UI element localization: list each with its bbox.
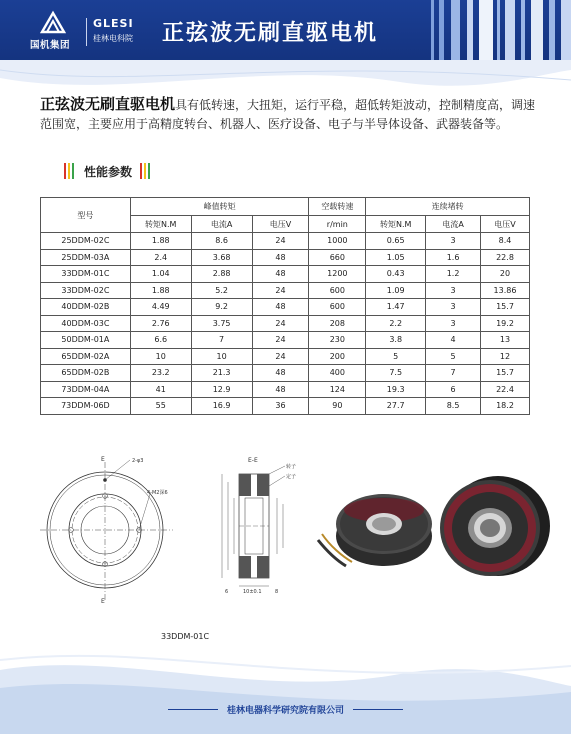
value-cell: 24	[252, 332, 309, 349]
value-cell: 230	[309, 332, 366, 349]
dim-bottom-3: 8	[275, 589, 279, 595]
value-cell: 18.2	[481, 398, 530, 415]
table-row	[41, 381, 530, 398]
value-cell: 2.2	[366, 315, 426, 332]
value-cell: 8.6	[191, 233, 252, 250]
value-cell: 3.68	[191, 249, 252, 266]
value-cell: 48	[252, 266, 309, 283]
table-row	[41, 233, 530, 250]
value-cell: 24	[252, 315, 309, 332]
model-cell: 25DDM-03A	[41, 249, 131, 266]
value-cell: 2.88	[191, 266, 252, 283]
page-title: 正弦波无刷直驱电机	[162, 21, 379, 46]
value-cell: 1.2	[426, 266, 481, 283]
value-cell: 8.4	[481, 233, 530, 250]
section-label: 性能参数	[84, 165, 133, 179]
value-cell: 1.04	[130, 266, 191, 283]
header-stripes	[431, 0, 571, 62]
front-dim-thread: 4-M2深6	[147, 490, 168, 496]
section-view-label: E-E	[248, 457, 258, 464]
value-cell: 2.76	[130, 315, 191, 332]
value-cell: 600	[309, 282, 366, 299]
header-divider	[86, 18, 87, 46]
value-cell: 20	[481, 266, 530, 283]
value-cell: 23.2	[130, 365, 191, 382]
value-cell: 3	[426, 315, 481, 332]
value-cell: 124	[309, 381, 366, 398]
subheader-cell: 转矩N.M	[366, 216, 426, 233]
logo-mark-icon	[40, 10, 66, 34]
value-cell: 13.86	[481, 282, 530, 299]
value-cell: 9.2	[191, 299, 252, 316]
value-cell: 21.3	[191, 365, 252, 382]
value-cell: 6.6	[130, 332, 191, 349]
value-cell: 27.7	[366, 398, 426, 415]
table-row	[41, 266, 530, 283]
model-cell: 40DDM-02B	[41, 299, 131, 316]
value-cell: 1.6	[426, 249, 481, 266]
header-group-stall: 连续堵转	[366, 198, 530, 216]
rotor-label: 转子	[286, 464, 297, 470]
value-cell: 41	[130, 381, 191, 398]
value-cell: 1.88	[130, 282, 191, 299]
table-row	[41, 398, 530, 415]
page-header	[0, 0, 571, 62]
header-group-noload: 空载转速	[309, 198, 366, 216]
value-cell: 600	[309, 299, 366, 316]
brand-english: GLESI	[93, 17, 134, 30]
model-cell: 65DDM-02A	[41, 348, 131, 365]
intro-bold-lead: 正弦波无刷直驱电机	[40, 95, 176, 113]
section-bars-left-icon	[64, 163, 78, 179]
value-cell: 5	[366, 348, 426, 365]
table-row	[41, 249, 530, 266]
value-cell: 15.7	[481, 365, 530, 382]
value-cell: 4.49	[130, 299, 191, 316]
model-cell: 65DDM-02B	[41, 365, 131, 382]
brand-chinese: 桂林电科院	[93, 34, 133, 43]
table-row	[41, 315, 530, 332]
value-cell: 10	[191, 348, 252, 365]
stator-label: 定子	[286, 474, 297, 480]
intro-text: 具有低转速，大扭矩，运行平稳，超低转矩波动，控制精度高，调速范围宽，主要应用于高精度转台、机器人、医疗设备、电子与半导体设备、武器装备等。	[40, 98, 536, 131]
subheader-cell: 电压V	[252, 216, 309, 233]
model-cell: 40DDM-03C	[41, 315, 131, 332]
value-cell: 24	[252, 282, 309, 299]
value-cell: 1.88	[130, 233, 191, 250]
value-cell: 7	[191, 332, 252, 349]
value-cell: 19.3	[366, 381, 426, 398]
footer-wave-decoration	[0, 630, 571, 734]
value-cell: 3	[426, 233, 481, 250]
value-cell: 24	[252, 348, 309, 365]
front-dim-hole: 2-φ3	[132, 458, 144, 464]
value-cell: 12	[481, 348, 530, 365]
table-row	[41, 332, 530, 349]
value-cell: 36	[252, 398, 309, 415]
value-cell: 13	[481, 332, 530, 349]
value-cell: 7	[426, 365, 481, 382]
value-cell: 4	[426, 332, 481, 349]
model-cell: 73DDM-06D	[41, 398, 131, 415]
value-cell: 24	[252, 233, 309, 250]
value-cell: 208	[309, 315, 366, 332]
spec-table	[40, 197, 530, 415]
model-cell: 25DDM-02C	[41, 233, 131, 250]
value-cell: 1.05	[366, 249, 426, 266]
front-label-e-top: E	[101, 456, 105, 463]
value-cell: 15.7	[481, 299, 530, 316]
value-cell: 3	[426, 282, 481, 299]
intro-paragraph	[40, 95, 540, 134]
value-cell: 200	[309, 348, 366, 365]
front-view-drawing	[35, 452, 195, 604]
logo-text: 国机集团	[30, 40, 71, 51]
value-cell: 1.47	[366, 299, 426, 316]
value-cell: 12.9	[191, 381, 252, 398]
value-cell: 8.5	[426, 398, 481, 415]
value-cell: 0.65	[366, 233, 426, 250]
spec-table-body	[41, 233, 530, 415]
value-cell: 3.8	[366, 332, 426, 349]
value-cell: 5	[426, 348, 481, 365]
table-row	[41, 299, 530, 316]
company-logo	[30, 10, 78, 54]
subheader-cell: 电压V	[481, 216, 530, 233]
value-cell: 3.75	[191, 315, 252, 332]
subheader-cell: r/min	[309, 216, 366, 233]
subheader-cell: 转矩N.M	[130, 216, 191, 233]
model-cell: 33DDM-01C	[41, 266, 131, 283]
value-cell: 19.2	[481, 315, 530, 332]
value-cell: 1.09	[366, 282, 426, 299]
subheader-cell: 电流A	[426, 216, 481, 233]
value-cell: 48	[252, 365, 309, 382]
value-cell: 22.8	[481, 249, 530, 266]
motor-photo-left	[316, 480, 434, 580]
value-cell: 90	[309, 398, 366, 415]
value-cell: 660	[309, 249, 366, 266]
drawing-caption: 33DDM-01C	[161, 632, 210, 641]
table-row	[41, 348, 530, 365]
model-cell: 33DDM-02C	[41, 282, 131, 299]
value-cell: 55	[130, 398, 191, 415]
header-model: 型号	[41, 198, 131, 233]
dim-bottom-2: 10±0.1	[243, 589, 262, 595]
footer-company-name: 桂林电器科学研究院有限公司	[226, 706, 344, 716]
value-cell: 3	[426, 299, 481, 316]
value-cell: 48	[252, 249, 309, 266]
value-cell: 16.9	[191, 398, 252, 415]
table-row	[41, 365, 530, 382]
value-cell: 48	[252, 381, 309, 398]
front-label-e-bottom: E	[101, 598, 105, 604]
model-cell: 50DDM-01A	[41, 332, 131, 349]
table-row	[41, 282, 530, 299]
model-cell: 73DDM-04A	[41, 381, 131, 398]
value-cell: 1200	[309, 266, 366, 283]
motor-photo-right	[432, 466, 554, 582]
section-view-drawing	[195, 452, 310, 600]
value-cell: 2.4	[130, 249, 191, 266]
subheader-cell: 电流A	[191, 216, 252, 233]
section-bars-right-icon	[140, 163, 154, 179]
value-cell: 7.5	[366, 365, 426, 382]
value-cell: 0.43	[366, 266, 426, 283]
value-cell: 400	[309, 365, 366, 382]
value-cell: 48	[252, 299, 309, 316]
value-cell: 10	[130, 348, 191, 365]
dim-bottom-1: 6	[225, 589, 229, 595]
value-cell: 5.2	[191, 282, 252, 299]
value-cell: 6	[426, 381, 481, 398]
value-cell: 1000	[309, 233, 366, 250]
value-cell: 22.4	[481, 381, 530, 398]
header-group-peak: 峰值转矩	[130, 198, 309, 216]
